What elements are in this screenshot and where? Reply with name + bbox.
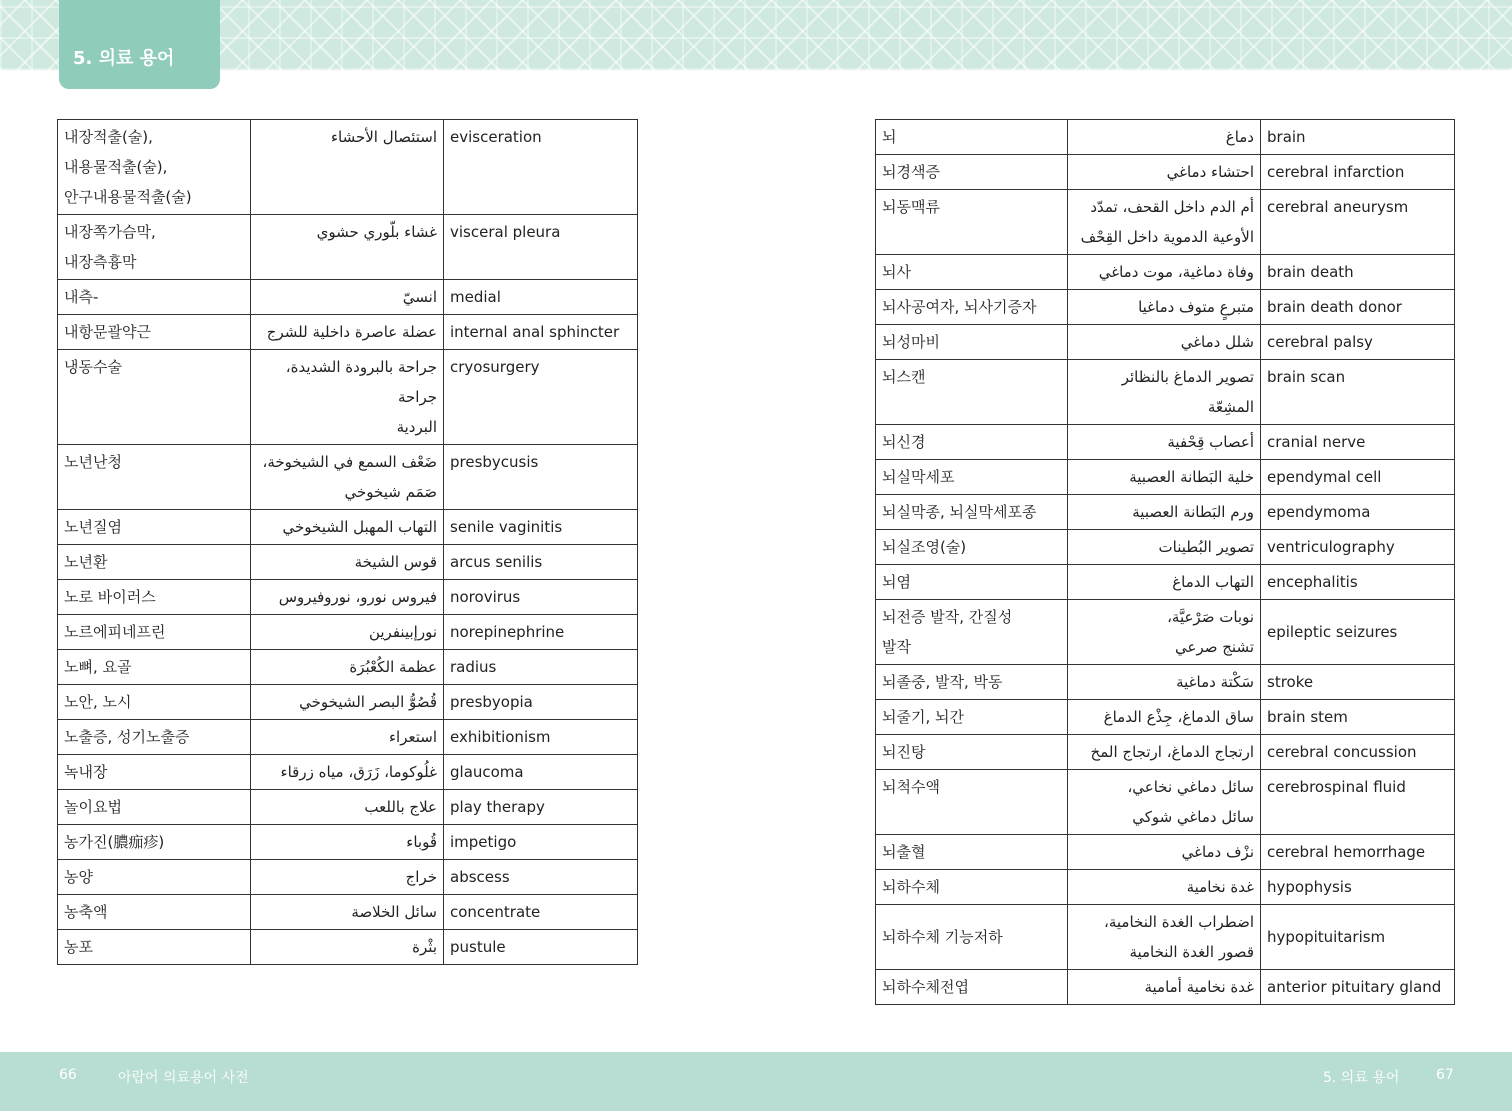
page-footer: [0, 1052, 1512, 1111]
korean-term: 뇌스캔: [876, 360, 1068, 425]
right-glossary-table: [875, 119, 1455, 1005]
korean-term: 놀이요법: [58, 790, 251, 825]
arabic-term: ساق الدماغ، جِذْع الدماغ: [1068, 700, 1261, 735]
arabic-term: متبرعٍ متوف دماغيا: [1068, 290, 1261, 325]
english-term: arcus senilis: [444, 545, 638, 580]
arabic-term: شلل دماغي: [1068, 325, 1261, 360]
table-row: [876, 600, 1455, 665]
english-term: glaucoma: [444, 755, 638, 790]
korean-term: 농포: [58, 930, 251, 965]
english-term: pustule: [444, 930, 638, 965]
table-row: [876, 460, 1455, 495]
arabic-term: تصوير الدماغ بالنظائر المشِعّة: [1068, 360, 1261, 425]
english-term: concentrate: [444, 895, 638, 930]
table-row: [58, 790, 638, 825]
english-term: brain stem: [1261, 700, 1455, 735]
table-row: [58, 755, 638, 790]
table-row: [58, 860, 638, 895]
table-row: [876, 770, 1455, 835]
english-term: visceral pleura: [444, 215, 638, 280]
korean-term: 내항문괄약근: [58, 315, 251, 350]
arabic-term: نزْف دماغي: [1068, 835, 1261, 870]
arabic-term: خراج: [251, 860, 444, 895]
chapter-title: 5. 의료 용어: [73, 48, 175, 69]
arabic-term: ضَعْف السمع في الشيخوخة، صَمَم شيخوخي: [251, 445, 444, 510]
korean-term: 노년난청: [58, 445, 251, 510]
korean-term: 뇌진탕: [876, 735, 1068, 770]
table-row: [876, 425, 1455, 460]
arabic-term: ارتجاج الدماغ، ارتجاج المخ: [1068, 735, 1261, 770]
table-row: [58, 120, 638, 215]
korean-term: 뇌하수체: [876, 870, 1068, 905]
english-term: ependymal cell: [1261, 460, 1455, 495]
english-term: hypophysis: [1261, 870, 1455, 905]
korean-term: 뇌경색증: [876, 155, 1068, 190]
korean-term: 내측-: [58, 280, 251, 315]
english-term: impetigo: [444, 825, 638, 860]
arabic-term: غشاء بلّوري حشوي: [251, 215, 444, 280]
korean-term: 노뼈, 요골: [58, 650, 251, 685]
left-glossary-table: [57, 119, 638, 965]
arabic-term: عظمة الكُعْبُرَة: [251, 650, 444, 685]
english-term: brain death donor: [1261, 290, 1455, 325]
right-page-number: 67: [1436, 1067, 1454, 1083]
korean-term: 노르에피네프린: [58, 615, 251, 650]
korean-term: 노로 바이러스: [58, 580, 251, 615]
english-term: ependymoma: [1261, 495, 1455, 530]
korean-term: 뇌신경: [876, 425, 1068, 460]
arabic-term: بثْرة: [251, 930, 444, 965]
english-term: evisceration: [444, 120, 638, 215]
english-term: radius: [444, 650, 638, 685]
table-row: [58, 720, 638, 755]
table-row: [58, 895, 638, 930]
table-row: [58, 315, 638, 350]
table-row: [58, 280, 638, 315]
arabic-term: غدة نخامية: [1068, 870, 1261, 905]
english-term: cerebral infarction: [1261, 155, 1455, 190]
table-row: [58, 510, 638, 545]
table-row: [876, 665, 1455, 700]
english-term: presbyopia: [444, 685, 638, 720]
english-term: norovirus: [444, 580, 638, 615]
arabic-term: وفاة دماغية، موت دماغي: [1068, 255, 1261, 290]
english-term: encephalitis: [1261, 565, 1455, 600]
english-term: cerebral aneurysm: [1261, 190, 1455, 255]
chapter-label: 5. 의료 용어: [1323, 1070, 1400, 1086]
english-term: presbycusis: [444, 445, 638, 510]
table-row: [876, 120, 1455, 155]
table-row: [58, 545, 638, 580]
korean-term: 뇌졸중, 발작, 박동: [876, 665, 1068, 700]
arabic-term: عضلة عاصرة داخلية للشرج: [251, 315, 444, 350]
table-row: [876, 290, 1455, 325]
table-row: [876, 495, 1455, 530]
korean-term: 뇌실조영(술): [876, 530, 1068, 565]
arabic-term: احتشاء دماغي: [1068, 155, 1261, 190]
arabic-term: سائل الخلاصة: [251, 895, 444, 930]
english-term: cerebral hemorrhage: [1261, 835, 1455, 870]
book-title: 아랍어 의료용어 사전: [118, 1070, 249, 1086]
korean-term: 농축액: [58, 895, 251, 930]
korean-term: 농가진(膿痂疹): [58, 825, 251, 860]
table-row: [876, 870, 1455, 905]
arabic-term: نورإبينفرين: [251, 615, 444, 650]
korean-term: 노출증, 성기노출증: [58, 720, 251, 755]
table-row: [876, 565, 1455, 600]
arabic-term: جراحة بالبرودة الشديدة، جراحة البردية: [251, 350, 444, 445]
table-row: [876, 155, 1455, 190]
korean-term: 내장쪽가슴막, 내장측흉막: [58, 215, 251, 280]
table-row: [876, 530, 1455, 565]
table-row: [876, 905, 1455, 970]
arabic-term: استعراء: [251, 720, 444, 755]
arabic-term: اضطراب الغدة النخامية، قصور الغدة النخامية: [1068, 905, 1261, 970]
table-row: [876, 735, 1455, 770]
korean-term: 뇌하수체전엽: [876, 970, 1068, 1005]
arabic-term: علاج باللعب: [251, 790, 444, 825]
left-page-number: 66: [59, 1067, 77, 1083]
english-term: senile vaginitis: [444, 510, 638, 545]
table-row: [876, 835, 1455, 870]
english-term: anterior pituitary gland: [1261, 970, 1455, 1005]
korean-term: 뇌사: [876, 255, 1068, 290]
arabic-term: نوبات صَرْعيَّة، تشنج صرعي: [1068, 600, 1261, 665]
english-term: epileptic seizures: [1261, 600, 1455, 665]
arabic-term: خلية البَطانة العصبية: [1068, 460, 1261, 495]
table-row: [876, 700, 1455, 735]
korean-term: 뇌줄기, 뇌간: [876, 700, 1068, 735]
korean-term: 뇌실막종, 뇌실막세포종: [876, 495, 1068, 530]
english-term: cerebral concussion: [1261, 735, 1455, 770]
english-term: stroke: [1261, 665, 1455, 700]
english-term: cerebral palsy: [1261, 325, 1455, 360]
table-row: [58, 650, 638, 685]
arabic-term: فيروس نورو، نوروفيروس: [251, 580, 444, 615]
arabic-term: غلُوكوما، زَرَق، مياه زرقاء: [251, 755, 444, 790]
korean-term: 뇌동맥류: [876, 190, 1068, 255]
korean-term: 뇌사공여자, 뇌사기증자: [876, 290, 1068, 325]
korean-term: 노안, 노시: [58, 685, 251, 720]
table-row: [58, 580, 638, 615]
table-row: [58, 350, 638, 445]
english-term: norepinephrine: [444, 615, 638, 650]
arabic-term: التهاب الدماغ: [1068, 565, 1261, 600]
table-row: [58, 615, 638, 650]
arabic-term: قُصُوُّ البصر الشيخوخي: [251, 685, 444, 720]
english-term: brain scan: [1261, 360, 1455, 425]
english-term: abscess: [444, 860, 638, 895]
korean-term: 뇌하수체 기능저하: [876, 905, 1068, 970]
korean-term: 내장적출(술), 내용물적출(술), 안구내용물적출(술): [58, 120, 251, 215]
korean-term: 뇌: [876, 120, 1068, 155]
english-term: brain death: [1261, 255, 1455, 290]
table-row: [876, 970, 1455, 1005]
korean-term: 노년질염: [58, 510, 251, 545]
arabic-term: ورم البَطانة العصبية: [1068, 495, 1261, 530]
english-term: cryosurgery: [444, 350, 638, 445]
english-term: medial: [444, 280, 638, 315]
arabic-term: التهاب المهبل الشيخوخي: [251, 510, 444, 545]
korean-term: 노년환: [58, 545, 251, 580]
korean-term: 냉동수술: [58, 350, 251, 445]
english-term: internal anal sphincter: [444, 315, 638, 350]
korean-term: 뇌척수액: [876, 770, 1068, 835]
english-term: cerebrospinal fluid: [1261, 770, 1455, 835]
arabic-term: غدة نخامية أمامية: [1068, 970, 1261, 1005]
korean-term: 농양: [58, 860, 251, 895]
table-row: [876, 325, 1455, 360]
arabic-term: سَكْتة دماغية: [1068, 665, 1261, 700]
english-term: ventriculography: [1261, 530, 1455, 565]
table-row: [58, 825, 638, 860]
arabic-term: استئصال الأحشاء: [251, 120, 444, 215]
arabic-term: دماغ: [1068, 120, 1261, 155]
korean-term: 뇌성마비: [876, 325, 1068, 360]
korean-term: 뇌전증 발작, 간질성 발작: [876, 600, 1068, 665]
chapter-title-tab: [59, 0, 220, 89]
arabic-term: أم الدم داخل القحف، تمدّد الأوعية الدموية داخل القِحْف: [1068, 190, 1261, 255]
table-row: [876, 360, 1455, 425]
korean-term: 뇌출혈: [876, 835, 1068, 870]
english-term: hypopituitarism: [1261, 905, 1455, 970]
table-row: [58, 215, 638, 280]
korean-term: 녹내장: [58, 755, 251, 790]
arabic-term: انسيّ: [251, 280, 444, 315]
arabic-term: تصوير البُطينات: [1068, 530, 1261, 565]
arabic-term: قُوباء: [251, 825, 444, 860]
korean-term: 뇌염: [876, 565, 1068, 600]
table-row: [58, 685, 638, 720]
table-row: [876, 255, 1455, 290]
arabic-term: أعصاب قِحْفية: [1068, 425, 1261, 460]
header-pattern-band: [0, 0, 1512, 70]
english-term: cranial nerve: [1261, 425, 1455, 460]
english-term: play therapy: [444, 790, 638, 825]
korean-term: 뇌실막세포: [876, 460, 1068, 495]
english-term: exhibitionism: [444, 720, 638, 755]
arabic-term: قوس الشيخة: [251, 545, 444, 580]
table-row: [58, 445, 638, 510]
table-row: [876, 190, 1455, 255]
arabic-term: سائل دماغي نخاعي، سائل دماغي شوكي: [1068, 770, 1261, 835]
english-term: brain: [1261, 120, 1455, 155]
table-row: [58, 930, 638, 965]
